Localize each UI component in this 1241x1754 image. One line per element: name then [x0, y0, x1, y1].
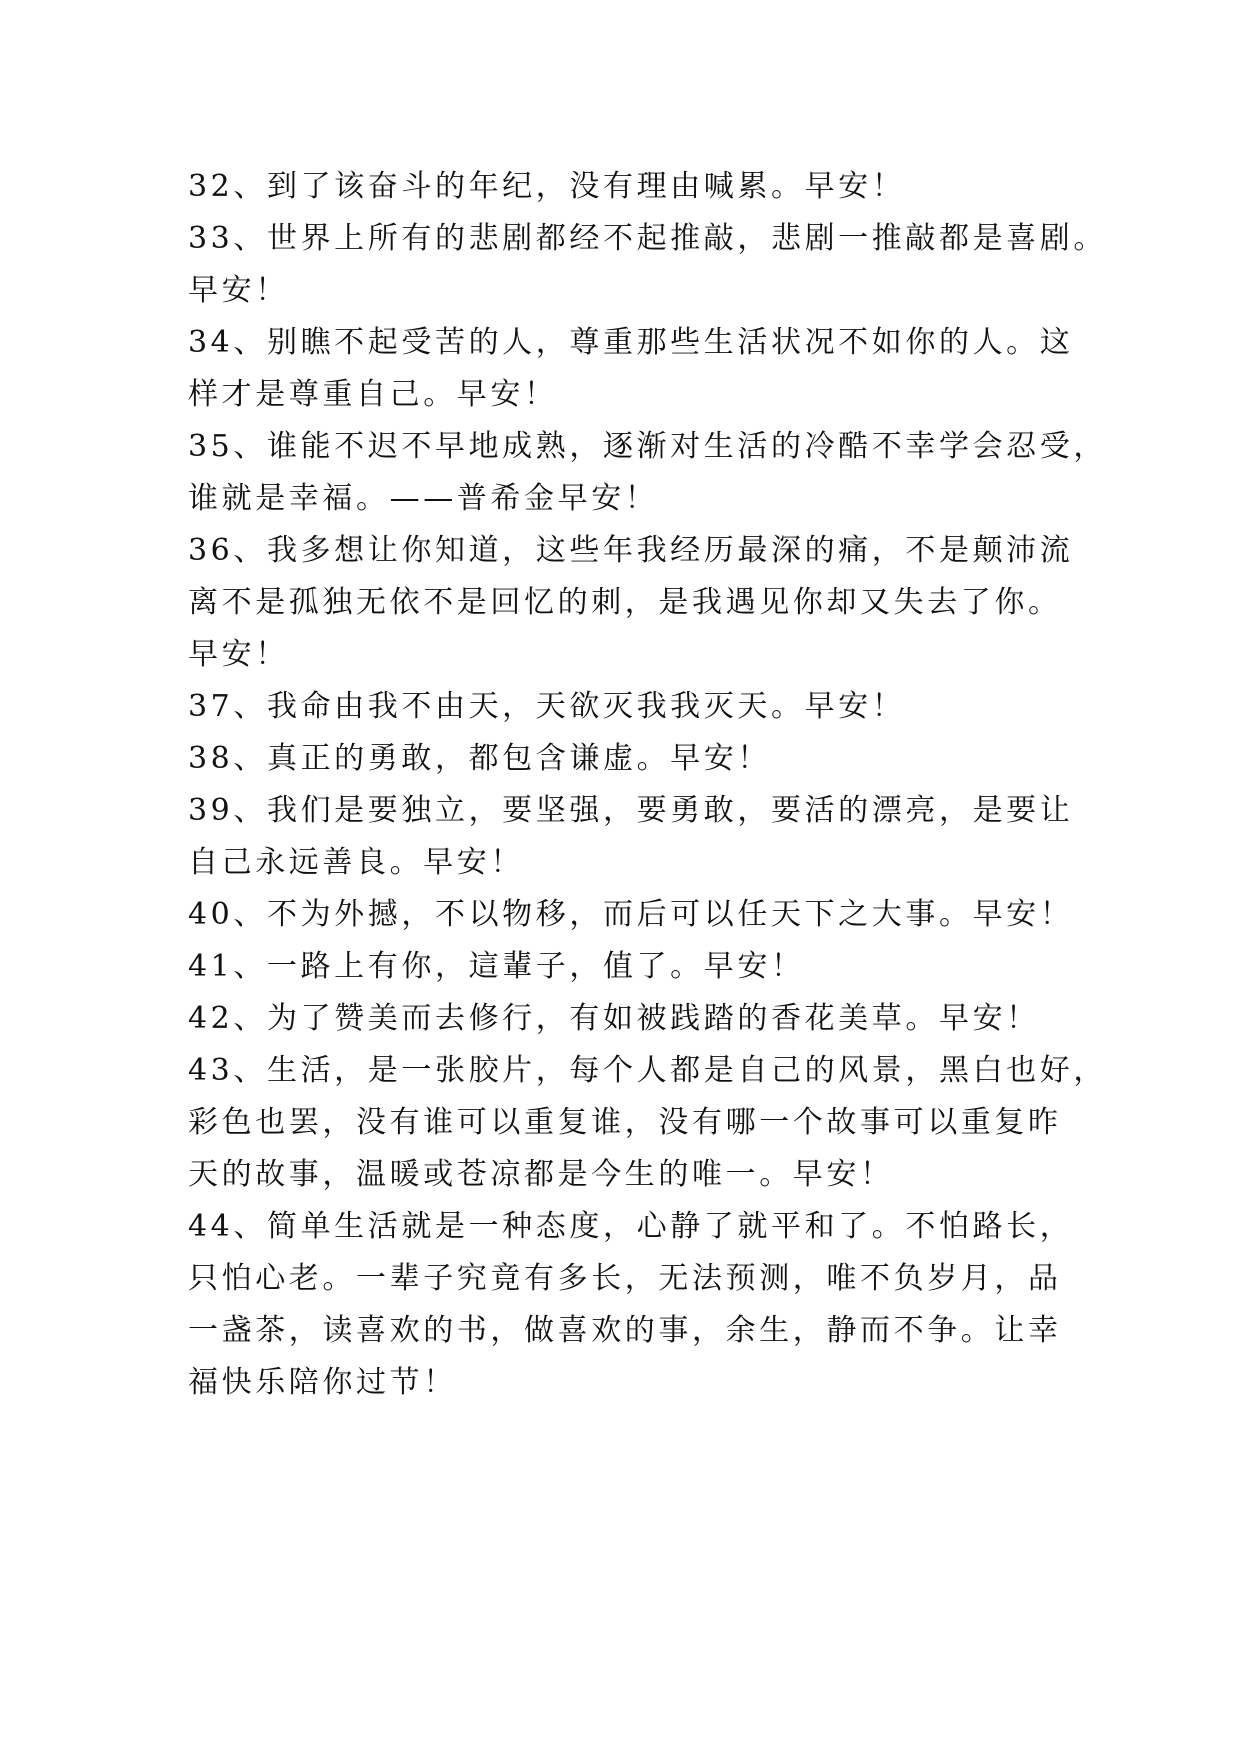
text-line: 37、我命由我不由天，天欲灭我我灭天。早安！	[188, 689, 906, 724]
text-line: 早安！	[188, 637, 289, 672]
text-line: 谁就是幸福。——普希金早安！	[188, 481, 659, 516]
text-line: 43、生活，是一张胶片，每个人都是自己的风景，黑白也好，	[188, 1053, 1107, 1088]
text-line: 天的故事，温暖或苍凉都是今生的唯一。早安！	[188, 1157, 894, 1192]
text-line: 自己永远善良。早安！	[188, 845, 524, 880]
text-line: 32、到了该奋斗的年纪，没有理由喊累。早安！	[188, 169, 906, 204]
text-line: 早安！	[188, 273, 289, 308]
text-line: 39、我们是要独立，要坚强，要勇敢，要活的漂亮，是要让	[188, 793, 1074, 828]
text-line: 33、世界上所有的悲剧都经不起推敲，悲剧一推敲都是喜剧。	[188, 221, 1107, 256]
text-line: 38、真正的勇敢，都包含谦虚。早安！	[188, 741, 771, 776]
text-line: 样才是尊重自己。早安！	[188, 377, 558, 412]
text-line: 彩色也罢，没有谁可以重复谁，没有哪一个故事可以重复昨	[188, 1105, 1062, 1140]
text-line: 41、一路上有你，這輩子，值了。早安！	[188, 949, 805, 984]
text-line: 福快乐陪你过节！	[188, 1365, 457, 1400]
text-line: 40、不为外撼，不以物移，而后可以任天下之大事。早安！	[188, 897, 1074, 932]
text-line: 只怕心老。一辈子究竟有多长，无法预测，唯不负岁月，品	[188, 1261, 1062, 1296]
text-line: 离不是孤独无依不是回忆的刺，是我遇见你却又失去了你。	[188, 585, 1062, 620]
text-line: 36、我多想让你知道，这些年我经历最深的痛，不是颠沛流	[188, 533, 1074, 568]
text-line: 一盏茶，读喜欢的书，做喜欢的事，余生，静而不争。让幸	[188, 1313, 1062, 1348]
text-line: 42、为了赞美而去修行，有如被践踏的香花美草。早安！	[188, 1001, 1040, 1036]
text-line: 34、别瞧不起受苦的人，尊重那些生活状况不如你的人。这	[188, 325, 1074, 360]
text-line: 35、谁能不迟不早地成熟，逐渐对生活的冷酷不幸学会忍受，	[188, 429, 1107, 464]
text-line: 44、简单生活就是一种态度，心静了就平和了。不怕路长，	[188, 1209, 1074, 1244]
